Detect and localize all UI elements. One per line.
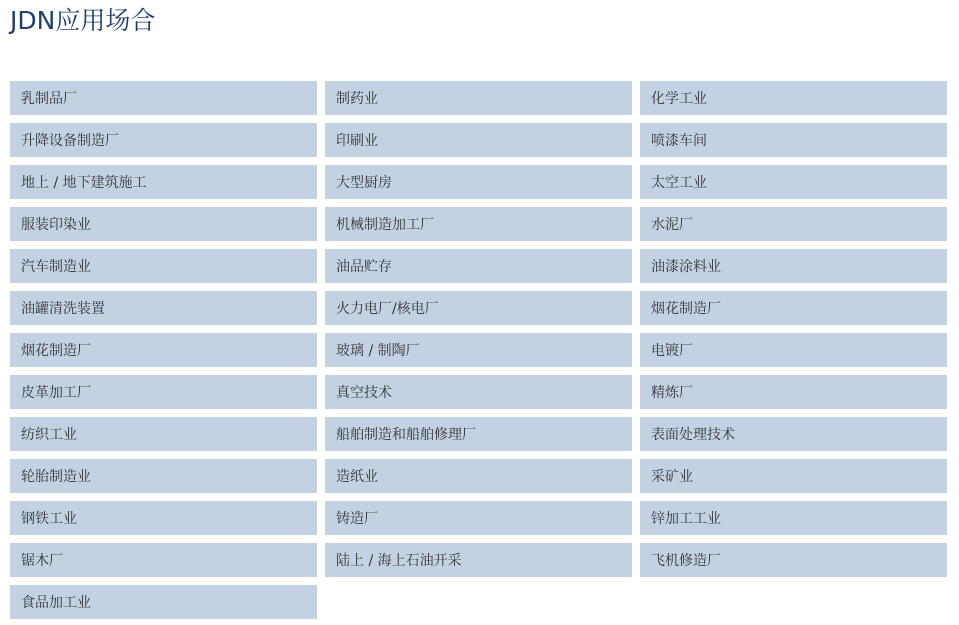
application-item: 大型厨房	[325, 165, 632, 199]
application-item: 锌加工工业	[640, 501, 947, 535]
application-item: 皮革加工厂	[10, 375, 317, 409]
application-item: 铸造厂	[325, 501, 632, 535]
application-item: 喷漆车间	[640, 123, 947, 157]
application-item: 电镀厂	[640, 333, 947, 367]
application-grid	[10, 81, 947, 619]
application-item: 印刷业	[325, 123, 632, 157]
application-item: 轮胎制造业	[10, 459, 317, 493]
application-item: 水泥厂	[640, 207, 947, 241]
application-item: 化学工业	[640, 81, 947, 115]
application-item: 锯木厂	[10, 543, 317, 577]
application-item: 火力电厂/核电厂	[325, 291, 632, 325]
application-item: 钢铁工业	[10, 501, 317, 535]
application-item: 服装印染业	[10, 207, 317, 241]
application-item: 升降设备制造厂	[10, 123, 317, 157]
application-item: 造纸业	[325, 459, 632, 493]
application-item: 油漆涂料业	[640, 249, 947, 283]
application-item: 乳制品厂	[10, 81, 317, 115]
application-item: 食品加工业	[10, 585, 317, 619]
application-item: 精炼厂	[640, 375, 947, 409]
application-item: 纺织工业	[10, 417, 317, 451]
application-item: 真空技术	[325, 375, 632, 409]
application-item: 制药业	[325, 81, 632, 115]
application-item: 地上 / 地下建筑施工	[10, 165, 317, 199]
application-item: 船舶制造和船舶修理厂	[325, 417, 632, 451]
application-item: 飞机修造厂	[640, 543, 947, 577]
application-item: 玻璃 / 制陶厂	[325, 333, 632, 367]
application-item: 采矿业	[640, 459, 947, 493]
application-item: 油罐清洗装置	[10, 291, 317, 325]
application-item: 陆上 / 海上石油开采	[325, 543, 632, 577]
page-title: JDN应用场合	[10, 6, 156, 35]
application-item: 烟花制造厂	[10, 333, 317, 367]
application-item: 太空工业	[640, 165, 947, 199]
application-item: 烟花制造厂	[640, 291, 947, 325]
application-item: 油品贮存	[325, 249, 632, 283]
application-item: 表面处理技术	[640, 417, 947, 451]
application-item: 机械制造加工厂	[325, 207, 632, 241]
application-item: 汽车制造业	[10, 249, 317, 283]
